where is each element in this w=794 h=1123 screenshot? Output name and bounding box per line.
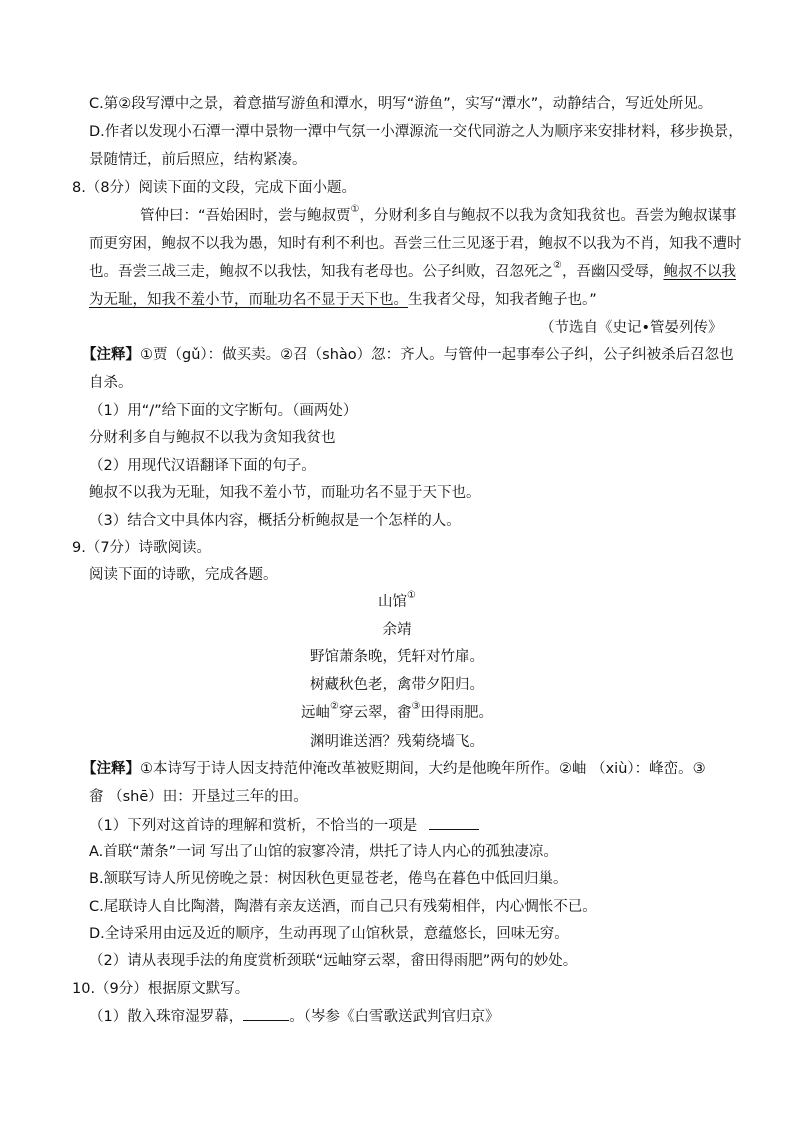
poem-line-1: 野馆萧条晚，凭轩对竹扉。 (310, 649, 484, 665)
poem-line-2: 树藏秋色老，禽带夕阳归。 (310, 677, 484, 693)
footnote-mark: ② (330, 701, 339, 712)
q9-option-c: C.尾联诗人自比陶潜，陶潜有亲友送酒，而自己只有残菊相伴，内心惆怅不已。 (89, 899, 597, 915)
footnote-mark: ③ (411, 701, 421, 712)
poem-line-3 (0, 703, 794, 723)
q8-note-line2: 自杀。 (89, 375, 133, 391)
passage-text: 也。吾尝三战三走，鲍叔不以我怯，知我有老母也。公子纠败，召忽死之 (89, 264, 553, 280)
underlined-sentence: 为无耻，知我不羞小节，而耻功名不显于天下也。 (89, 292, 408, 308)
q8-passage-line3 (89, 262, 736, 282)
poem-author: 余靖 (382, 622, 412, 638)
q7-option-d-line1: D.作者以发现小石潭一潭中景物一潭中气氛一小潭源流一交代同游之人为顺序来安排材料，移步换景， (89, 124, 743, 140)
q8-passage-line4 (89, 290, 597, 310)
q9-intro: 阅读下面的诗歌，完成各题。 (89, 567, 278, 583)
q8-sub2-text: 鲍叔不以我为无耻，知我不羞小节，而耻功名不显于天下也。 (89, 485, 481, 501)
q10-title: 10.（9分）根据原文默写。 (72, 981, 250, 997)
passage-text: ，分财利多自与鲍叔不以我为贪知我贫也。吾尝为鲍叔谋事 (359, 208, 737, 224)
q9-sub2: （2）请从表现手法的角度赏析颈联“远岫穿云翠，畲田得雨肥”两句的妙处。 (89, 953, 578, 969)
q9-option-d: D.全诗采用由远及近的顺序，生动再现了山馆秋景，意蕴悠长，回味无穷。 (89, 926, 569, 942)
q10-sub1 (89, 1006, 499, 1027)
poem-title (0, 592, 794, 612)
poem-text: 远岫 (301, 705, 331, 721)
q9-option-a: A.首联“萧条”一词 写出了山馆的寂寥冷清，烘托了诗人内心的孤独凄凉。 (89, 844, 558, 860)
note-tag: 【注释】 (82, 761, 140, 777)
underlined-sentence: 鲍叔不以我 (663, 264, 736, 280)
q7-option-c: C.第②段写潭中之景，着意描写游鱼和潭水，明写“游鱼”，实写“潭水”，动静结合，写近处所见。 (89, 96, 713, 112)
q8-source: （节选自《史记•管晏列传》 (540, 320, 723, 336)
q9-note-line1 (82, 759, 706, 779)
footnote-mark: ② (553, 260, 562, 271)
note-text: ①本诗写于诗人因支持范仲淹改革被贬期间，大约是他晚年所作。②岫 （xiù）：峰峦。③ (140, 761, 706, 777)
q8-passage-line2: 而更穷困，鲍叔不以我为愚，知时有利不利也。吾尝三仕三见逐于君，鲍叔不以我为不肖，知我不遭时 (89, 236, 742, 252)
poem-text: 穿云翠，畬 (339, 705, 412, 721)
passage-text: 生我者父母，知我者鲍子也。” (408, 292, 597, 308)
q8-title: 8.（8分）阅读下面的文段，完成下面小题。 (72, 180, 357, 196)
poem-text: 田得雨肥。 (420, 705, 493, 721)
passage-text: ，吾幽囚受辱， (561, 264, 664, 280)
answer-blank[interactable] (243, 1006, 289, 1021)
q9-title: 9.（7分）诗歌阅读。 (72, 540, 212, 556)
q9-note-line2: 畲 （shē）田：开垦过三年的田。 (89, 789, 308, 805)
q8-sub1-text: 分财利多自与鲍叔不以我为贪知我贫也 (89, 430, 336, 446)
footnote-mark: ① (350, 204, 360, 215)
q8-sub2: （2）用现代汉语翻译下面的句子。 (89, 458, 316, 474)
question-text: （1）下列对这首诗的理解和赏析，不恰当的一项是 (89, 818, 418, 834)
question-text: （1）散入珠帘湿罗幕， (89, 1009, 244, 1025)
note-tag: 【注释】 (82, 347, 140, 363)
answer-blank[interactable] (429, 815, 479, 830)
q9-option-b: B.颔联写诗人所见傍晚之景：树因秋色更显苍老，倦鸟在暮色中低回归巢。 (89, 871, 568, 887)
passage-text: 管仲曰：“吾始困时，尝与鲍叔贾 (140, 208, 351, 224)
q9-sub1 (89, 815, 479, 836)
note-text: ①贾（gǔ）：做买卖。②召（shào）忽：齐人。与管仲一起事奉公子纠，公子纠被杀后召忽也 (140, 347, 734, 363)
q7-option-d-line2: 景随情迁，前后照应，结构紧凑。 (89, 152, 307, 168)
q8-sub1: （1）用“/”给下面的文字断句。（画两处） (89, 403, 358, 419)
question-text: 。（岑参《白雪歌送武判官归京》 (289, 1009, 500, 1025)
q8-passage-line1 (140, 206, 736, 226)
poem-line-4: 渊明谁送酒？残菊绕墙飞。 (310, 734, 484, 750)
q8-note-line1 (82, 345, 734, 365)
q8-sub3: （3）结合文中具体内容，概括分析鲍叔是一个怎样的人。 (89, 513, 461, 529)
poem-title-text: 山馆 (378, 594, 408, 610)
footnote-mark: ① (407, 590, 416, 601)
